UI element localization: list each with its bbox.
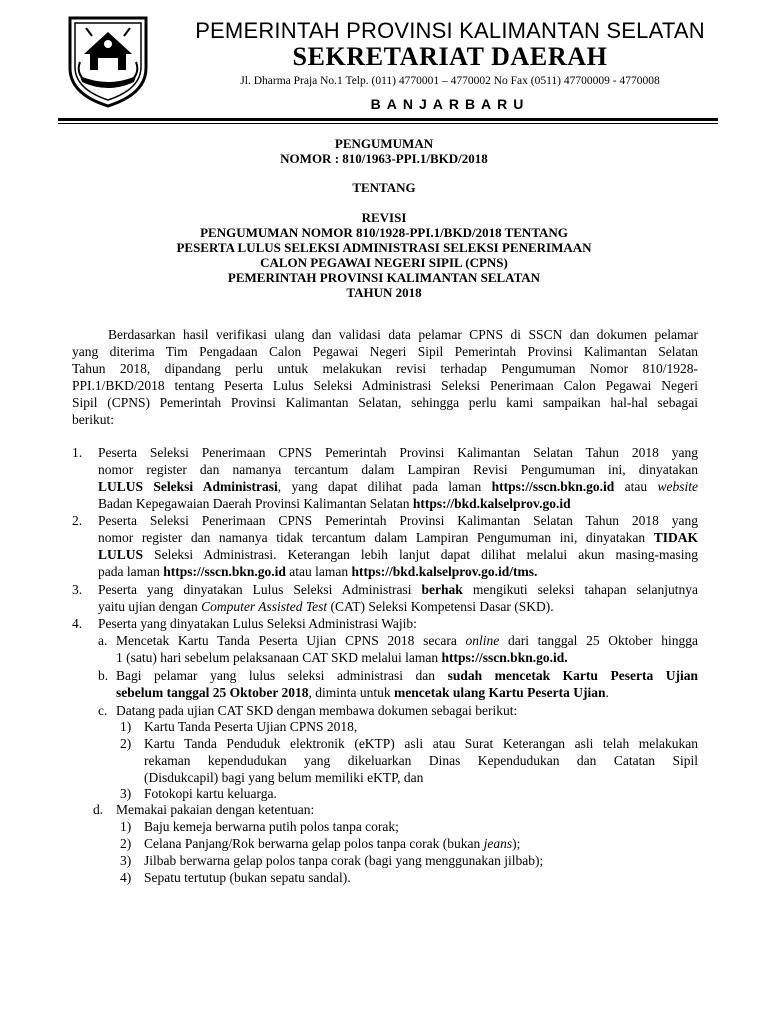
- list-number: 1.: [72, 445, 83, 460]
- letterhead-government: PEMERINTAH PROVINSI KALIMANTAN SELATAN: [195, 18, 705, 43]
- sublist-letter: d.: [93, 802, 104, 817]
- item3-line: yaitu ujian dengan Computer Assisted Test (CAT) Seleksi Kompetensi Dasar (SKD).: [98, 599, 554, 614]
- sublist-number: 2): [120, 736, 132, 751]
- bkd-tms-link[interactable]: https://bkd.kalselprov.go.id/tms.: [351, 564, 538, 579]
- item4d3-line: Jilbab berwarna gelap polos tanpa corak (bagi yang menggunakan jilbab);: [144, 853, 544, 868]
- item4c3-line: Fotokopi kartu keluarga.: [144, 786, 277, 801]
- intro-line: Berdasarkan hasil verifikasi ulang dan validasi data pelamar CPNS di SSCN dan dokumen pelamar: [108, 327, 698, 342]
- item4c2-line: (Disdukcapil) bagi yang belum memiliki eKTP, dan: [144, 770, 424, 785]
- item1-line: nomor register dan namanya tercantum dalam Lampiran Revisi Pengumuman ini, dinyatakan: [98, 462, 698, 477]
- item4a-line: 1 (satu) hari sebelum pelaksanaan CAT SKD melalui laman https://sscn.bkn.go.id.: [116, 650, 568, 665]
- item4b-line: sebelum tanggal 25 Oktober 2018, diminta untuk mencetak ulang Kartu Peserta Ujian.: [116, 685, 609, 700]
- sublist-letter: c.: [98, 703, 108, 718]
- heading-line-5: PENGUMUMAN NOMOR 810/1928-PPI.1/BKD/2018 TENTANG: [200, 225, 568, 240]
- heading-revision: REVISI: [361, 210, 407, 225]
- item4c-line: Datang pada ujian CAT SKD dengan membawa dokumen sebagai berikut:: [116, 703, 518, 718]
- sublist-number: 3): [120, 853, 132, 868]
- heading-about: TENTANG: [352, 180, 416, 195]
- intro-line: yang diterima Tim Pengadaan Calon Pegawai Negeri Sipil Pemerintah Provinsi Kalimantan Selatan: [72, 344, 698, 359]
- list-number: 2.: [72, 513, 83, 528]
- item4c2-line: rekaman kependudukan yang dikeluarkan Dinas Kependudukan dan Catatan Sipil: [144, 753, 698, 768]
- sublist-letter: b.: [98, 668, 109, 683]
- item2-line: pada laman https://sscn.bkn.go.id atau laman https://bkd.kalselprov.go.id/tms.: [98, 564, 538, 579]
- item2-line: nomor register dan namanya tidak tercantum dalam Lampiran Pengumuman ini, dinyatakan TIDAK: [98, 530, 698, 545]
- sublist-number: 4): [120, 870, 132, 885]
- item4d-line: Memakai pakaian dengan ketentuan:: [116, 802, 315, 817]
- heading-announcement: PENGUMUMAN: [334, 136, 434, 151]
- sscn-link[interactable]: https://sscn.bkn.go.id: [491, 479, 615, 494]
- heading-line-6: PESERTA LULUS SELEKSI ADMINISTRASI SELEKSI PENERIMAAN: [176, 240, 592, 255]
- list-number: 4.: [72, 616, 83, 631]
- letterhead-rule-thin: [58, 123, 718, 124]
- item2-line: LULUS Seleksi Administrasi. Keterangan lebih lanjut dapat dilihat melalui akun masing-masing: [98, 547, 698, 562]
- letterhead-secretariat: SEKRETARIAT DAERAH: [292, 42, 608, 71]
- letterhead-address: Jl. Dharma Praja No.1 Telp. (011) 4770001 – 4770002 No Fax (0511) 47700009 - 4770008: [240, 75, 660, 87]
- item4c2-line: Kartu Tanda Penduduk elektronik (eKTP) asli atau Surat Keterangan asli telah melakukan: [144, 736, 698, 751]
- sublist-number: 1): [120, 819, 132, 834]
- heading-number: NOMOR : 810/1963-PPI.1/BKD/2018: [280, 151, 488, 166]
- item4d4-line: Sepatu tertutup (bukan sepatu sandal).: [144, 870, 351, 885]
- bkd-link[interactable]: https://bkd.kalselprov.go.id: [412, 496, 571, 511]
- item2-line: Peserta Seleksi Penerimaan CPNS Pemerintah Provinsi Kalimantan Selatan Tahun 2018 yang: [98, 513, 698, 528]
- heading-line-7: CALON PEGAWAI NEGERI SIPIL (CPNS): [260, 255, 508, 270]
- item1-line: Badan Kepegawaian Daerah Provinsi Kalimantan Selatan https://bkd.kalselprov.go.id: [98, 496, 571, 511]
- sscn-link[interactable]: https://sscn.bkn.go.id: [163, 564, 286, 579]
- list-number: 3.: [72, 582, 83, 597]
- item4b-line: Bagi pelamar yang lulus seleksi administrasi dan sudah mencetak Kartu Peserta Ujian: [116, 668, 698, 683]
- letterhead-city: BANJARBARU: [370, 96, 530, 112]
- intro-line: berikut:: [72, 412, 114, 427]
- sscn-link[interactable]: https://sscn.bkn.go.id.: [441, 650, 568, 665]
- sublist-letter: a.: [98, 633, 108, 648]
- intro-line: Sipil (CPNS) Pemerintah Provinsi Kalimantan Selatan, sehingga perlu kami sampaikan hal-hal sebagai: [72, 395, 698, 410]
- item4c1-line: Kartu Tanda Peserta Ujian CPNS 2018,: [144, 719, 358, 734]
- intro-line: Tahun 2018, dipandang perlu untuk melakukan revisi terhadap Pengumuman Nomor 810/1928-: [72, 361, 698, 376]
- intro-line: PPI.1/BKD/2018 tentang Peserta Lulus Seleksi Administrasi Seleksi Penerimaan Calon Pegawai Negeri: [72, 378, 698, 393]
- item4d1-line: Baju kemeja berwarna putih polos tanpa corak;: [144, 819, 399, 834]
- heading-line-9: TAHUN 2018: [346, 285, 422, 300]
- item1-line: Peserta Seleksi Penerimaan CPNS Pemerintah Provinsi Kalimantan Selatan Tahun 2018 yang: [98, 445, 698, 460]
- provincial-emblem-icon: [64, 14, 152, 108]
- sublist-number: 1): [120, 719, 132, 734]
- item3-line: Peserta yang dinyatakan Lulus Seleksi Administrasi berhak mengikuti seleksi tahapan selanjutnya: [98, 582, 698, 597]
- item4d2-line: Celana Panjang/Rok berwarna gelap polos tanpa corak (bukan jeans);: [144, 836, 521, 851]
- letterhead-rule-thick: [58, 118, 718, 121]
- sublist-number: 3): [120, 786, 132, 801]
- sublist-number: 2): [120, 836, 132, 851]
- item1-line: LULUS Seleksi Administrasi, yang dapat dilihat pada laman https://sscn.bkn.go.id atau website: [98, 479, 698, 494]
- item4a-line: Mencetak Kartu Tanda Peserta Ujian CPNS 2018 secara online dari tanggal 25 Oktober hingga: [116, 633, 698, 648]
- item4-line: Peserta yang dinyatakan Lulus Seleksi Administrasi Wajib:: [98, 616, 417, 631]
- heading-line-8: PEMERINTAH PROVINSI KALIMANTAN SELATAN: [227, 270, 541, 285]
